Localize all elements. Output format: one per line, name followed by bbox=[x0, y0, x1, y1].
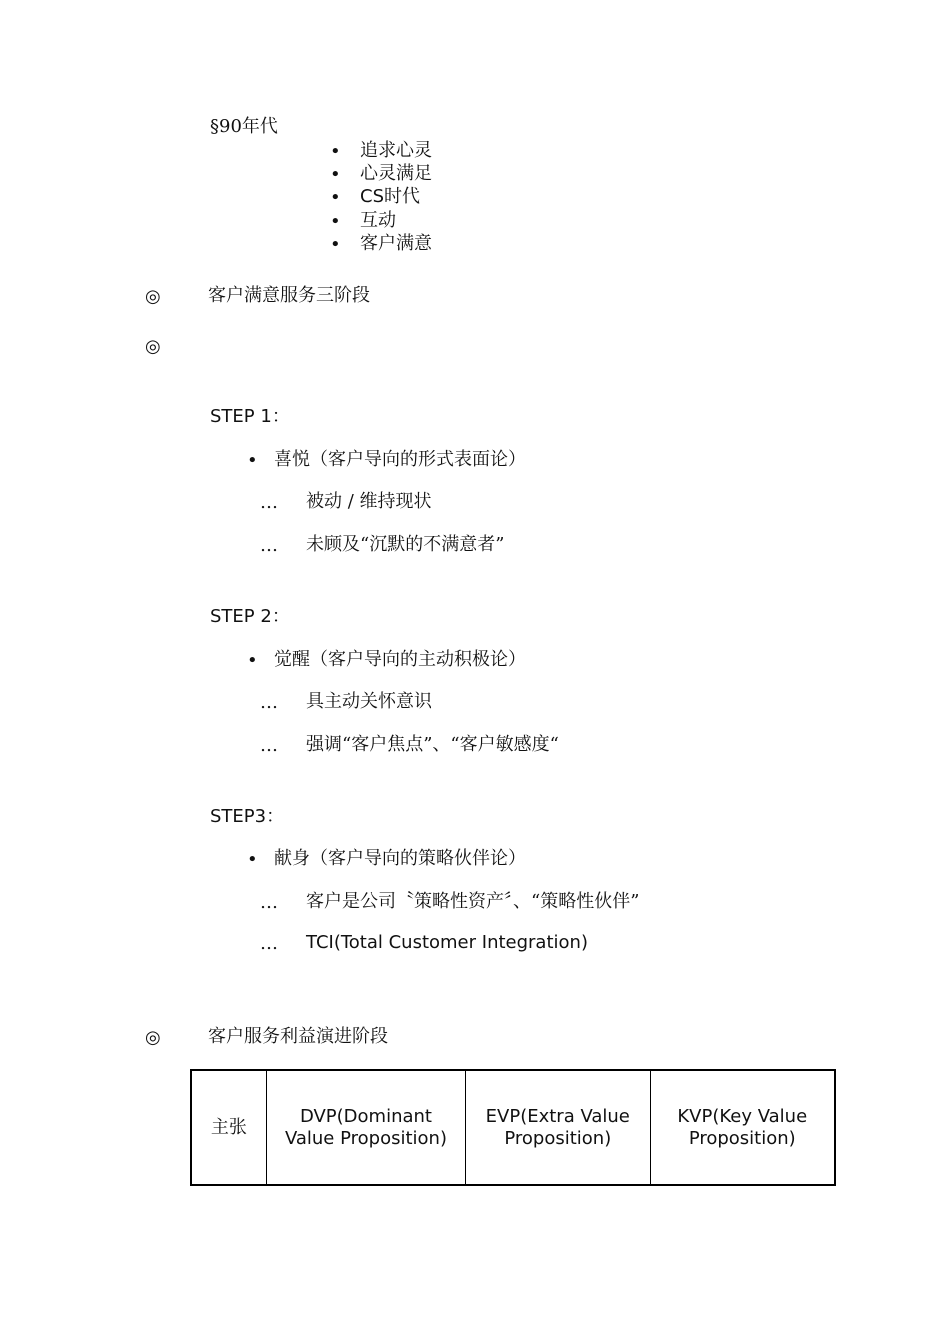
bullet-icon: • bbox=[330, 234, 341, 255]
era-item: 客户满意 bbox=[360, 233, 432, 254]
step-sub-item: 客户是公司〝策略性资产〞、“策略性伙伴” bbox=[306, 891, 640, 912]
bullet-icon: • bbox=[247, 450, 258, 471]
ellipsis-icon: … bbox=[260, 735, 279, 756]
bullet-icon: • bbox=[247, 650, 258, 671]
ellipsis-icon: … bbox=[260, 535, 279, 556]
step-bullet-text: 喜悦（客户导向的形式表面论） bbox=[274, 449, 526, 470]
table-header-cell: 主张 bbox=[191, 1070, 266, 1185]
step-label: STEP 2： bbox=[210, 606, 290, 627]
bullet-icon: • bbox=[247, 849, 258, 870]
ellipsis-icon: … bbox=[260, 933, 279, 954]
step-sub-item: TCI(Total Customer Integration) bbox=[306, 932, 588, 953]
table-row bbox=[191, 1070, 835, 1185]
ellipsis-icon: … bbox=[260, 692, 279, 713]
era-item: 心灵满足 bbox=[360, 163, 432, 184]
ellipsis-icon: … bbox=[260, 492, 279, 513]
value-proposition-table bbox=[190, 1069, 836, 1186]
ellipsis-icon: … bbox=[260, 892, 279, 913]
bullet-icon: • bbox=[330, 211, 341, 232]
section-marker-icon: ◎ bbox=[145, 286, 161, 307]
step-label: STEP3： bbox=[210, 806, 285, 827]
bullet-icon: • bbox=[330, 164, 341, 185]
step-label: STEP 1： bbox=[210, 406, 290, 427]
bullet-icon: • bbox=[330, 141, 341, 162]
step-sub-item: 未顾及“沉默的不满意者” bbox=[306, 534, 505, 555]
section-title: 客户满意服务三阶段 bbox=[208, 285, 370, 306]
table-cell-kvp: KVP(Key Value Proposition) bbox=[650, 1070, 835, 1185]
era-item: 互动 bbox=[360, 210, 396, 231]
bullet-icon: • bbox=[330, 187, 341, 208]
table-cell-evp: EVP(Extra Value Proposition) bbox=[466, 1070, 650, 1185]
step-sub-item: 具主动关怀意识 bbox=[306, 691, 432, 712]
step-bullet-text: 觉醒（客户导向的主动积极论） bbox=[274, 649, 526, 670]
section-marker-icon: ◎ bbox=[145, 1027, 161, 1048]
era-heading: §90年代 bbox=[210, 116, 278, 137]
era-item: CS时代 bbox=[360, 186, 420, 207]
step-sub-item: 强调“客户焦点”、“客户敏感度“ bbox=[306, 734, 559, 755]
table-cell-dvp: DVP(Dominant Value Proposition) bbox=[266, 1070, 465, 1185]
step-sub-item: 被动 / 维持现状 bbox=[306, 491, 432, 512]
section-title: 客户服务利益演进阶段 bbox=[208, 1026, 388, 1047]
section-marker-icon: ◎ bbox=[145, 336, 161, 357]
step-bullet-text: 献身（客户导向的策略伙伴论） bbox=[274, 848, 526, 869]
era-item: 追求心灵 bbox=[360, 140, 432, 161]
